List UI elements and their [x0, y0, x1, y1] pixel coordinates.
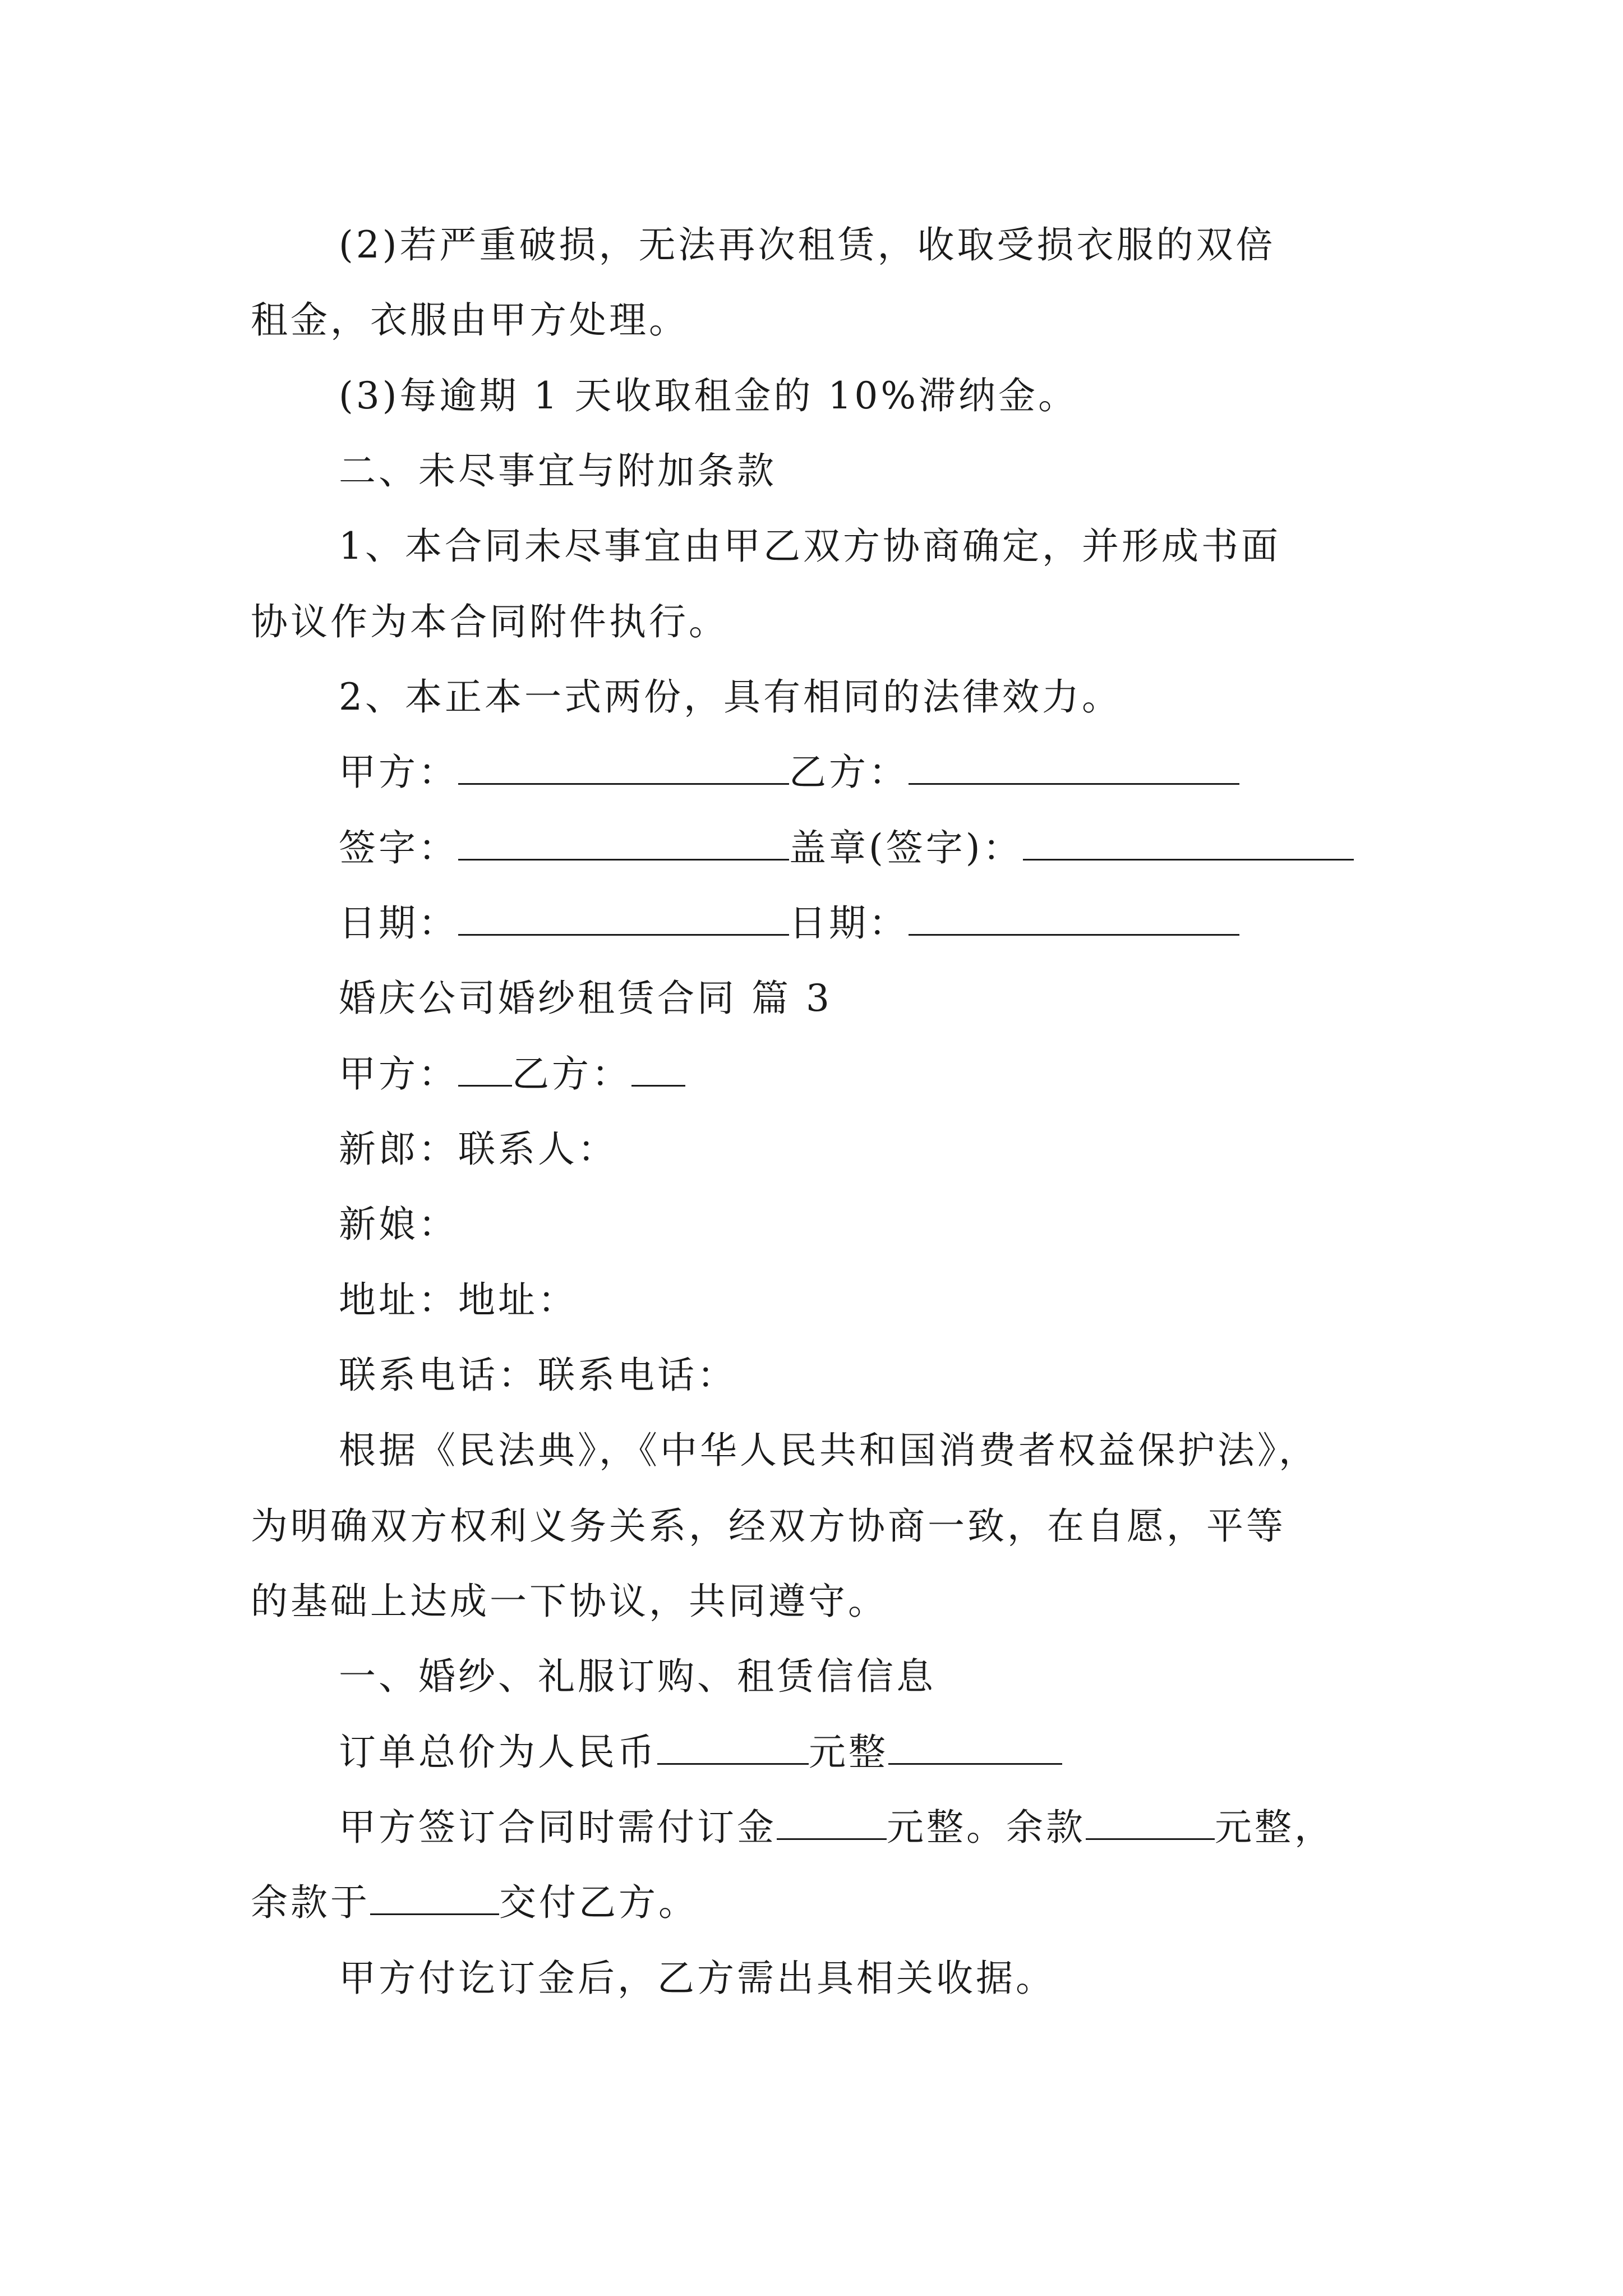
signature-row-sign [339, 823, 1354, 873]
party-b-blank-3 [631, 1050, 685, 1087]
address-line: 地址：地址： [339, 1278, 578, 1322]
receipt-line: 甲方付讫订金后，乙方需出具相关收据。 [339, 1957, 1055, 2000]
deposit-label: 甲方签订合同时需付订金 [339, 1806, 777, 1849]
deposit-blank [777, 1803, 887, 1840]
party-b-label-3: 乙方： [512, 1052, 631, 1096]
date-b-blank [909, 899, 1239, 936]
clause-line-3: (3)每逾期 1 天收取租金的 10%滞纳金。 [339, 374, 1078, 417]
signature-row-parties [339, 747, 1239, 798]
party-b-label: 乙方： [789, 751, 909, 794]
deposit-unit: 元整。余款 [887, 1806, 1086, 1849]
item-1-line: 1、本合同未尽事宜由甲乙双方协商确定，并形成书面 [339, 524, 1281, 568]
party-b-blank [909, 748, 1239, 785]
balance-date-blank [370, 1879, 499, 1915]
basis-line-3: 的基础上达成一下协议，共同遵守。 [251, 1580, 888, 1623]
total-price-unit: 元整 [809, 1731, 888, 1774]
party-a-label-3: 甲方： [339, 1052, 458, 1096]
signature-row-date [339, 898, 1239, 949]
balance-label: 余款于 [251, 1881, 370, 1924]
date-a-blank [458, 899, 789, 936]
clause-line-2: (2)若严重破损，无法再次租赁，收取受损衣服的双倍 [339, 223, 1276, 266]
total-price-line [339, 1727, 1062, 1778]
clause-line-2-cont: 租金，衣服由甲方处理。 [251, 298, 689, 342]
bride-line: 新娘： [339, 1203, 458, 1246]
balance-line [251, 1878, 698, 1928]
seal-label: 盖章(签字)： [789, 826, 1023, 869]
groom-line: 新郎：联系人： [339, 1128, 617, 1171]
basis-line-1: 根据《民法典》，《中华人民共和国消费者权益保护法》， [339, 1429, 1318, 1472]
deposit-line [339, 1802, 1334, 1853]
total-price-blank [657, 1728, 809, 1765]
balance-unit: 元整， [1215, 1806, 1334, 1849]
total-price-trailing-blank [888, 1728, 1062, 1765]
sign-label: 签字： [339, 826, 458, 869]
item-1-cont: 协议作为本合同附件执行。 [251, 600, 728, 643]
phone-line: 联系电话：联系电话： [339, 1354, 737, 1397]
balance-suffix: 交付乙方。 [499, 1881, 698, 1924]
section-heading-2: 二、未尽事宜与附加条款 [339, 449, 777, 493]
total-price-label: 订单总价为人民币 [339, 1731, 657, 1774]
parties-row [339, 1049, 685, 1099]
item-2-line: 2、本正本一式两份，具有相同的法律效力。 [339, 675, 1122, 719]
party-a-blank-3 [458, 1050, 512, 1087]
section-3-heading: 婚庆公司婚纱租赁合同 篇 3 [339, 977, 832, 1020]
clause-1-heading: 一、婚纱、礼服订购、租赁信信息 [339, 1655, 936, 1698]
balance-amount-blank [1086, 1803, 1215, 1840]
sign-blank [458, 824, 789, 861]
date-a-label: 日期： [339, 901, 458, 945]
party-a-label: 甲方： [339, 751, 458, 794]
seal-blank [1023, 824, 1354, 861]
party-a-blank [458, 748, 789, 785]
date-b-label: 日期： [789, 901, 909, 945]
basis-line-2: 为明确双方权利义务关系，经双方协商一致，在自愿，平等 [251, 1504, 1286, 1548]
